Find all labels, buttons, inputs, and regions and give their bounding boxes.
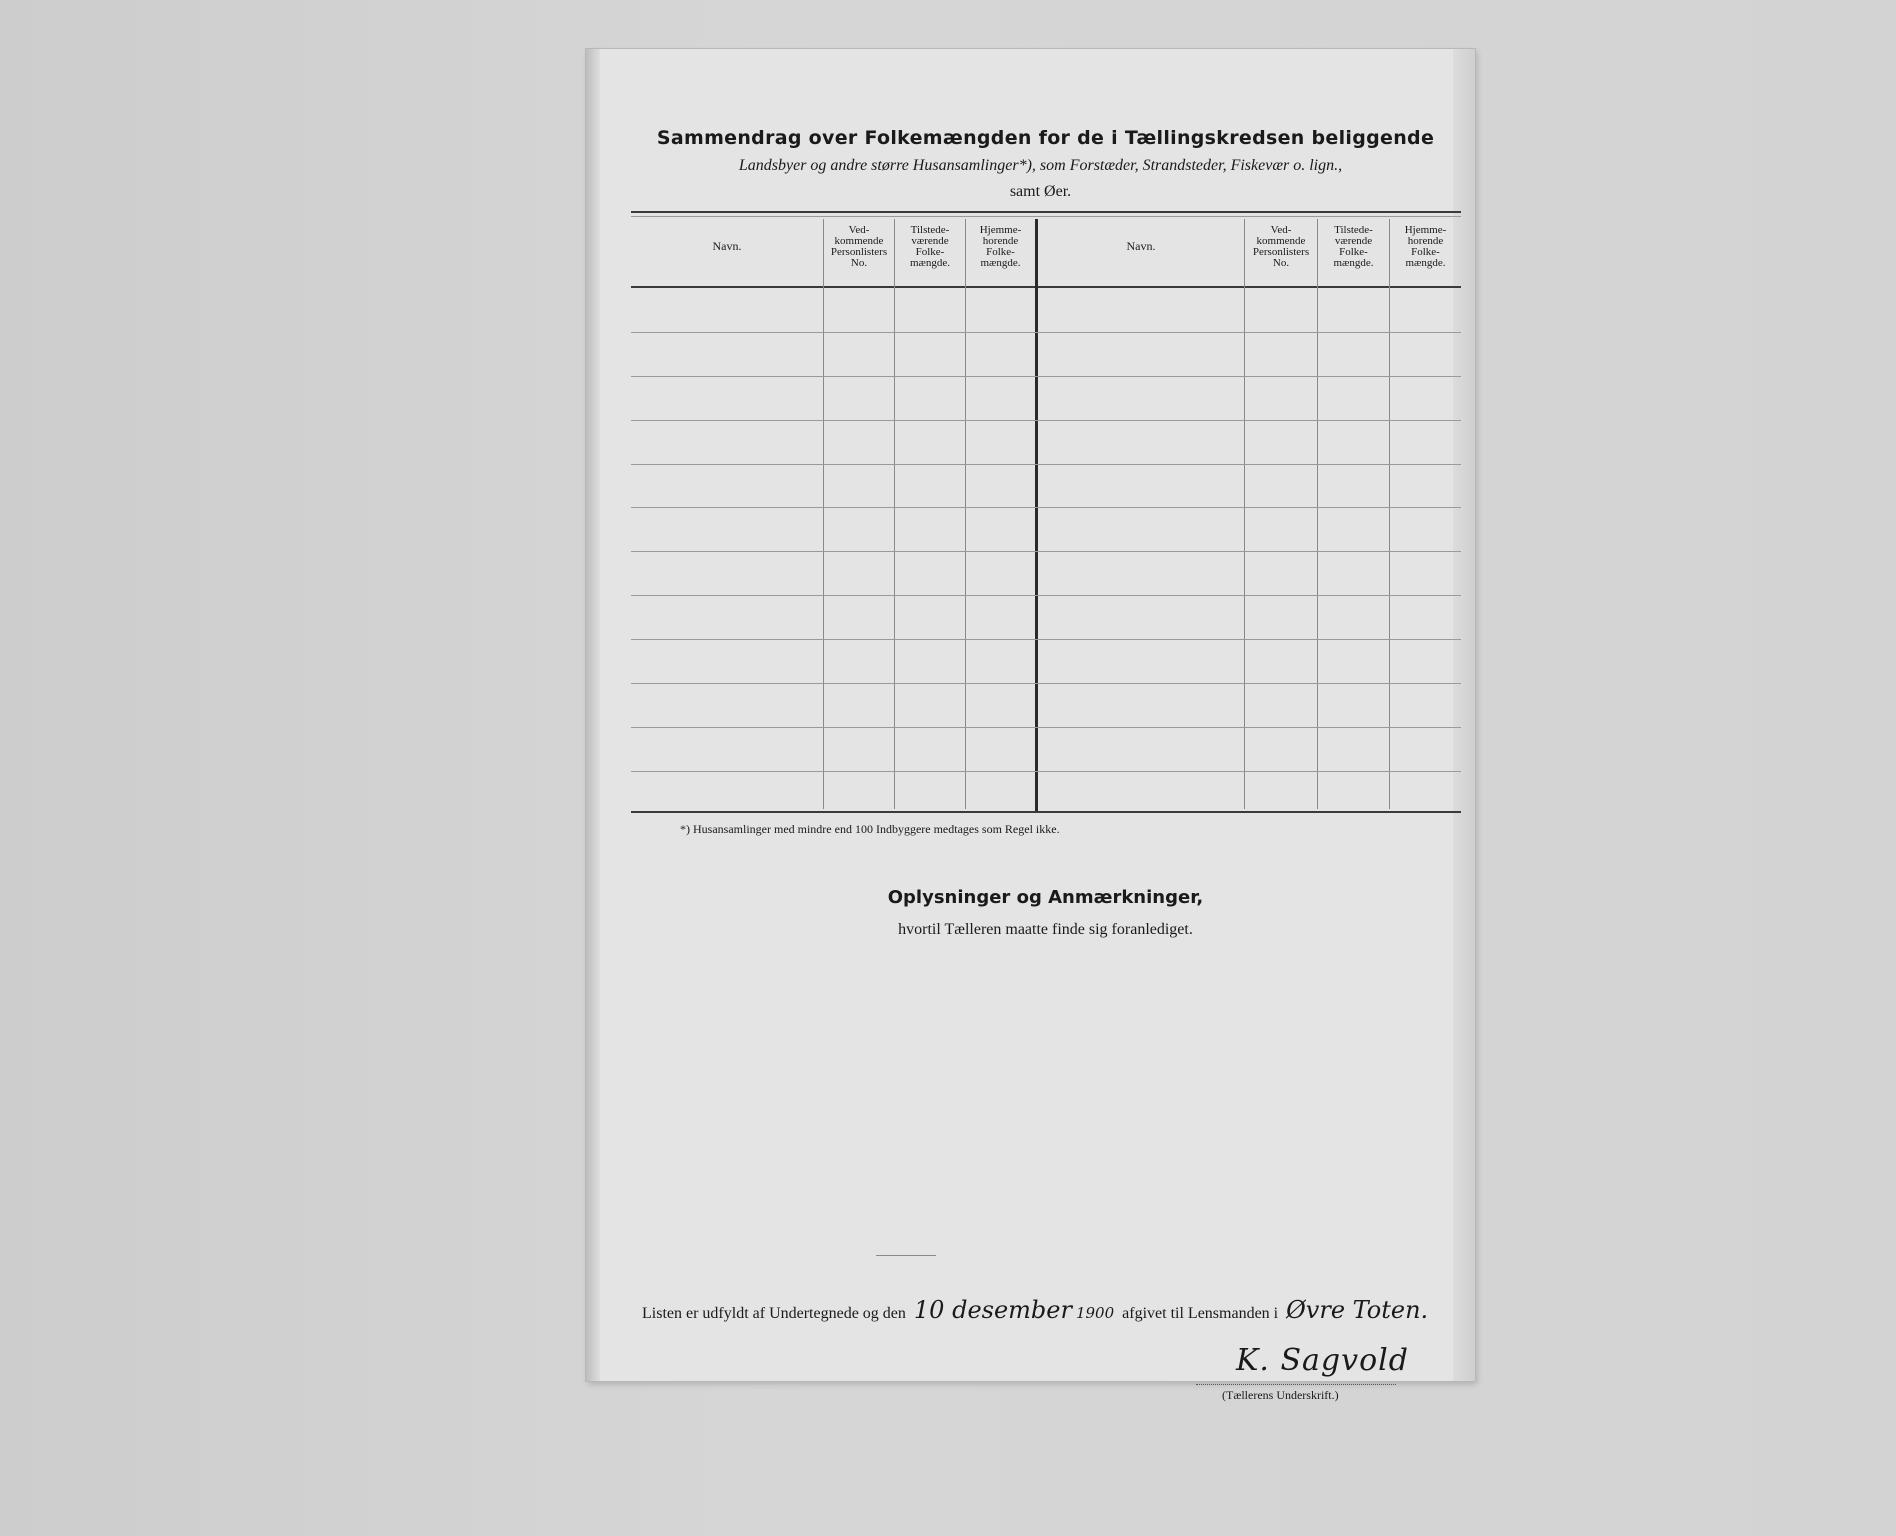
closing-statement	[642, 1296, 1432, 1324]
table-row-rule	[631, 595, 1461, 596]
table-row-rule	[631, 376, 1461, 377]
table-row-rule	[631, 683, 1461, 684]
signature-line	[1196, 1384, 1396, 1385]
col-divider-1	[823, 219, 824, 809]
handwritten-signature: K. Sagvold	[1236, 1343, 1409, 1378]
remarks-subtitle: hvortil Tælleren maatte finde sig foranlediget.	[898, 921, 1193, 938]
form-subtitle-line1: Landsbyer og andre større Husansamlinger*), som Forstæder, Strandsteder, Fiskevær o. lign.,	[738, 157, 1343, 174]
header-tilstedevaerende-right: Tilstede- værende Folke- mængde.	[1333, 224, 1374, 269]
col-divider-7	[1389, 219, 1390, 809]
header-navn-left: Navn.	[712, 239, 742, 253]
table-header-rule	[631, 286, 1461, 288]
table-row-rule	[631, 332, 1461, 333]
table-row-rule	[631, 639, 1461, 640]
header-tilstedevaerende-left: Tilstede- værende Folke- mængde.	[909, 224, 951, 269]
header-hjemmehorende-right: Hjemme- horende Folke- mængde.	[1404, 224, 1447, 269]
table-row-rule	[631, 551, 1461, 552]
remarks-title: Oplysninger og Anmærkninger,	[887, 887, 1204, 908]
center-divider	[1035, 219, 1038, 813]
header-navn-right: Navn.	[1126, 239, 1156, 253]
table-row-rule	[631, 771, 1461, 772]
closing-text-2: afgivet til Lensmanden i	[1122, 1305, 1279, 1322]
handwritten-year: 1900	[1075, 1304, 1115, 1322]
census-form-page	[586, 49, 1475, 1402]
closing-text-1: Listen er udfyldt af Undertegnede og den	[642, 1305, 906, 1322]
table-row-rule	[631, 420, 1461, 421]
handwritten-place: Øvre Toten.	[1286, 1296, 1429, 1324]
header-personlister-right: Ved- kommende Personlisters No.	[1252, 224, 1310, 269]
form-title: Sammendrag over Folkemængden for de i Tællingskredsen beliggende	[656, 127, 1435, 149]
table-top-rule	[631, 211, 1461, 213]
handwritten-date: 10 desember	[913, 1296, 1072, 1324]
table-row-rule	[631, 727, 1461, 728]
table-bottom-rule	[631, 811, 1461, 813]
form-subtitle-line2: samt Øer.	[1009, 183, 1072, 200]
col-divider-3	[965, 219, 966, 809]
page-left-edge	[586, 49, 600, 1381]
header-personlister-left: Ved- kommende Personlisters No.	[830, 224, 888, 269]
header-hjemmehorende-left: Hjemme- horende Folke- mængde.	[979, 224, 1022, 269]
table-row-rule	[631, 507, 1461, 508]
col-divider-6	[1317, 219, 1318, 809]
population-summary-table	[631, 211, 1461, 815]
col-divider-5	[1244, 219, 1245, 809]
table-top-rule-inner	[631, 216, 1461, 217]
footnote: *) Husansamlinger med mindre end 100 Indbyggere medtages som Regel ikke.	[680, 822, 1060, 836]
signature-label: (Tællerens Underskrift.)	[1222, 1388, 1339, 1402]
col-divider-2	[894, 219, 895, 809]
table-row-rule	[631, 464, 1461, 465]
separator-dash	[876, 1255, 936, 1256]
